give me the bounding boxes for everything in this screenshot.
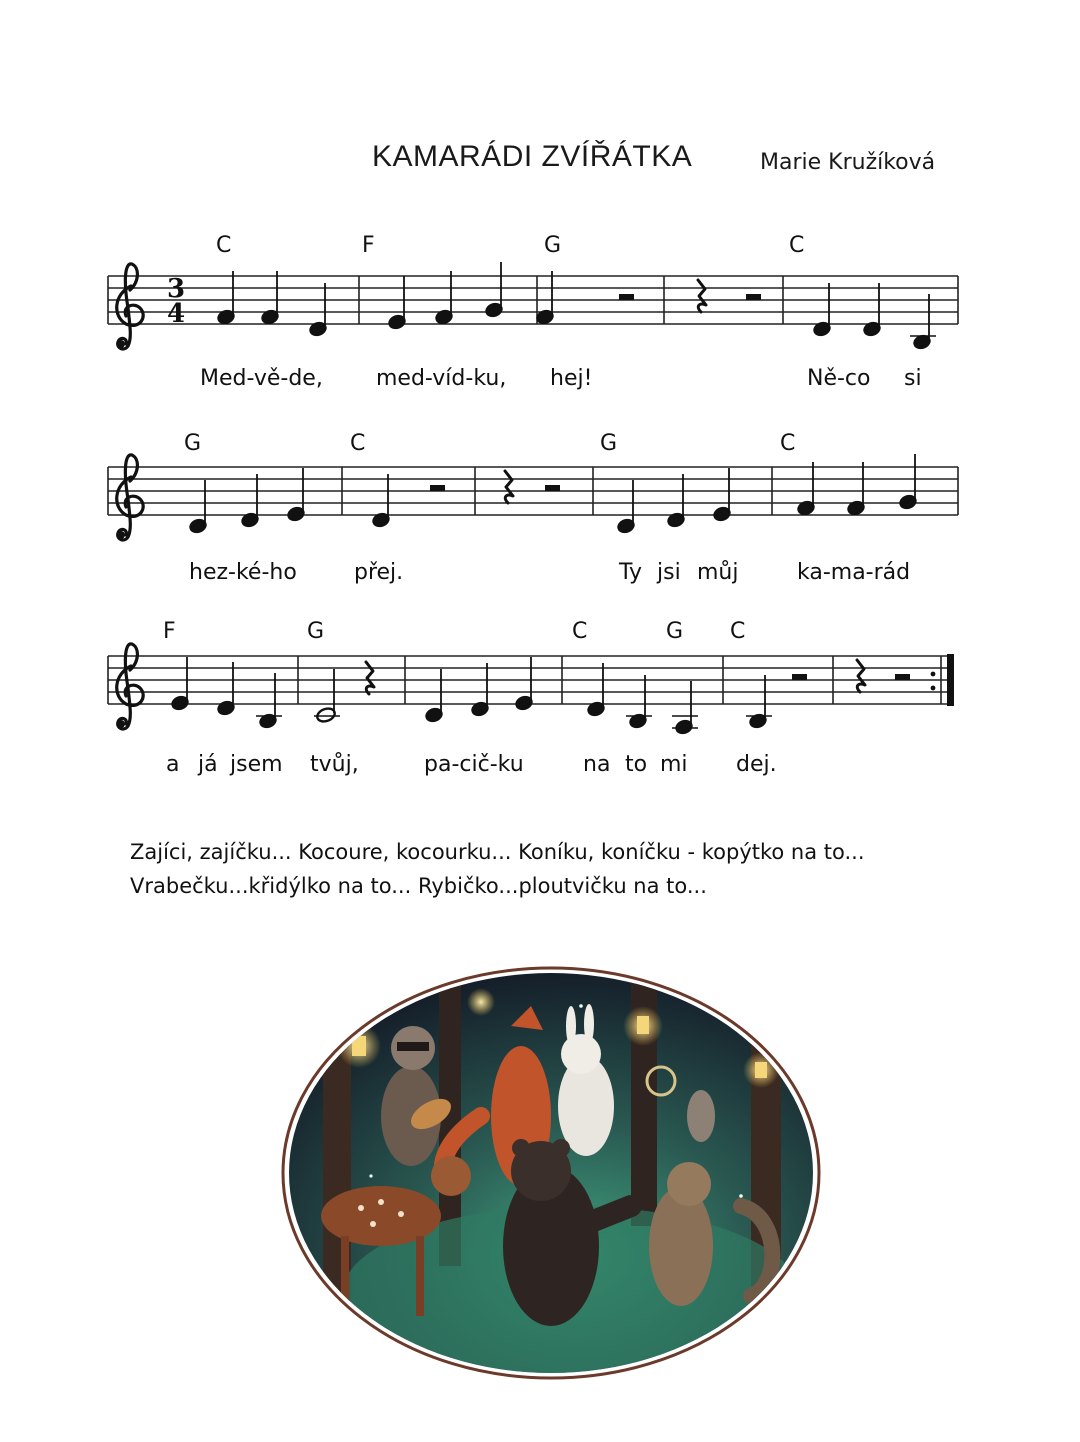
chord-symbol: F	[163, 619, 176, 644]
chord-symbol: C	[789, 233, 805, 258]
lyric-syllables: Ty	[619, 560, 643, 585]
notes-measure-8	[505, 471, 560, 503]
chord-symbol: G	[544, 233, 562, 258]
chord-symbol: G	[184, 431, 202, 456]
half-rest-icon	[792, 674, 807, 680]
song-author: Marie Kružíková	[760, 150, 936, 175]
verse-line: Vrabečku...křidýlko na to... Rybičko...ploutvičku na to...	[130, 874, 707, 898]
staff-line-1	[108, 262, 958, 350]
lyric-syllables: to	[625, 752, 648, 777]
lyric-syllables: můj	[697, 560, 739, 585]
notes-measure-3	[535, 271, 634, 325]
svg-text:4: 4	[167, 299, 186, 329]
lyric-syllables: jsi	[657, 560, 681, 585]
lyric-syllables: pa-cič-ku	[424, 752, 524, 777]
notes-measure-9	[616, 468, 731, 534]
time-signature	[167, 274, 185, 329]
quarter-rest-icon	[698, 280, 706, 312]
half-rest-icon	[746, 294, 761, 300]
lyric-syllables: ka-ma-rád	[797, 560, 911, 585]
chord-symbol: C	[350, 431, 366, 456]
notes-measure-6	[188, 468, 305, 534]
notes-measure-1	[216, 271, 327, 337]
lyric-syllables: přej.	[354, 560, 404, 585]
chord-symbol: C	[216, 233, 232, 258]
lyric-syllables: mi	[660, 752, 688, 777]
notes-measure-12	[314, 662, 374, 724]
staff-line-3	[108, 644, 954, 736]
song-title: KAMARÁDI ZVÍŘÁTKA	[372, 140, 693, 173]
chord-symbol: G	[600, 431, 618, 456]
lyric-syllables: dej.	[736, 752, 777, 777]
half-rest-icon	[619, 294, 634, 300]
lyric-syllables: jsem	[230, 752, 283, 777]
half-rest-icon	[545, 485, 560, 491]
chord-symbol: G	[307, 619, 325, 644]
lyric-syllables: hez-ké-ho	[189, 560, 297, 585]
lyric-syllables: na	[583, 752, 611, 777]
lyric-syllables: já	[198, 752, 218, 777]
staff-line-2	[108, 454, 958, 540]
svg-text:3: 3	[167, 274, 186, 304]
verse-line: Zajíci, zajíčku... Kocoure, kocourku... Koníku, koníčku - kopýtko na to...	[130, 840, 865, 864]
lyric-syllables: Ně-co	[807, 366, 871, 391]
notes-measure-2	[387, 262, 503, 330]
quarter-rest-icon	[366, 662, 374, 694]
lyric-syllables: a	[166, 752, 180, 777]
notes-measure-5	[812, 283, 936, 350]
notes-measure-14	[586, 663, 698, 735]
notes-measure-10	[796, 454, 917, 516]
notes-measure-16	[857, 660, 910, 692]
lyric-syllables: Med-vě-de,	[200, 366, 323, 391]
chord-symbol: F	[362, 233, 375, 258]
chord-symbol: C	[780, 431, 796, 456]
chord-symbol: C	[572, 619, 588, 644]
quarter-rest-icon	[505, 471, 513, 503]
chord-symbol: C	[730, 619, 746, 644]
notes-measure-7	[371, 474, 445, 528]
chord-symbol: G	[666, 619, 684, 644]
notes-measure-13	[424, 657, 533, 723]
half-rest-icon	[895, 674, 910, 680]
lyric-syllables: tvůj,	[310, 752, 359, 777]
lyric-syllables: si	[904, 366, 922, 391]
lyric-syllables: med-víd-ku,	[376, 366, 507, 391]
half-rest-icon	[430, 485, 445, 491]
notes-measure-15	[746, 674, 807, 729]
quarter-rest-icon	[857, 660, 865, 692]
dancing-animals-illustration	[281, 966, 821, 1380]
lyric-syllables: hej!	[550, 366, 593, 391]
notes-measure-4	[698, 280, 761, 312]
